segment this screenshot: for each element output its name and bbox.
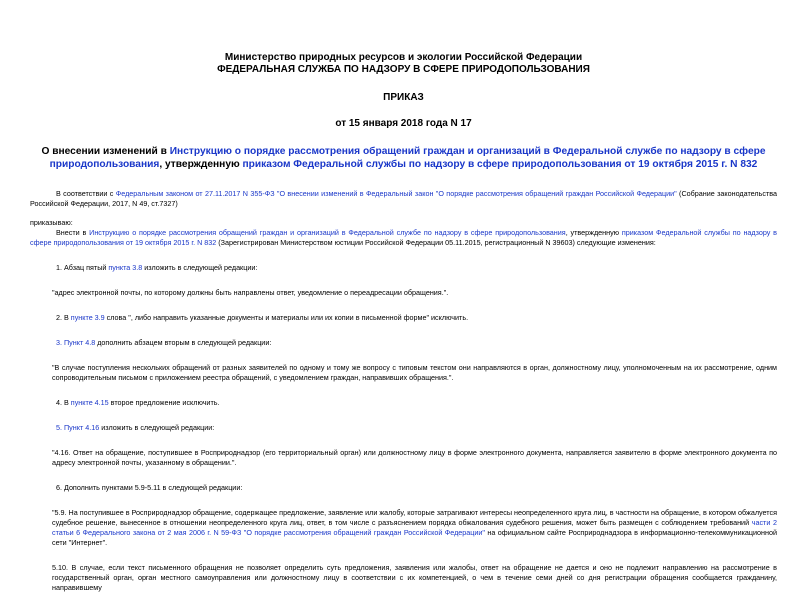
- document-page: [30, 52, 777, 593]
- text: изложить в следующей редакции:: [142, 263, 258, 272]
- link-point-4-15[interactable]: пункте 4.15: [70, 398, 109, 407]
- title-text-1: О внесении изменений в: [41, 146, 170, 157]
- text: В соответствии с: [56, 189, 116, 198]
- title-text-2: , утвержденную: [159, 159, 243, 170]
- text: Внести в: [56, 228, 90, 237]
- text: изложить в следующей редакции:: [99, 423, 215, 432]
- paragraph-preamble: [30, 189, 777, 209]
- quote-5: "4.16. Ответ на обращение, поступившее в Росприроднадзор (его территориальный орган) или должностному лицу в форме электронного документа, направляется заявителю в форме электронного документа по адресу электронной почты, указанному в обращении.".: [52, 448, 777, 467]
- quote-3: "В случае поступления нескольких обращений от разных заявителей по одному и тому же вопросу с типовым текстом они направляются в орган, должностному лицу, уполномоченным на их рассмотрение, одним сопроводительным письмом с приложением реестра обращений, с уведомлением граждан, направивших обращения.".: [52, 363, 777, 382]
- paragraph-order: приказываю:: [30, 218, 73, 227]
- link-federal-law-59[interactable]: части 2 статьи 6 Федерального закона от 2 мая 2006 г. N 59-ФЗ "О порядке рассмотрения обращений граждан Российской Федерации": [52, 518, 777, 537]
- text: "5.9. На поступившее в Росприроднадзор обращение, содержащее предложение, заявление или жалобу, которые затрагивают интересы неопределенного круга лиц, в частности на обращение, в котором обжалуется судебное решение, вынесенное в отношении неопределенного круга лиц, ответ, в том числе с разъяснением порядка обжалования судебного решения, может быть размещен с соблюдением требований: [52, 508, 777, 527]
- title-link-order[interactable]: приказом Федеральной службы по надзору в сфере природопользования от 19 октября 2015 г. N 832: [242, 159, 758, 170]
- text: 2. В: [56, 313, 71, 322]
- link-federal-law-355[interactable]: Федеральным законом от 27.11.2017 N 355-ФЗ "О внесении изменений в Федеральный закон "О порядке рассмотрения обращений граждан Российской Федерации": [115, 189, 677, 198]
- service-name: ФЕДЕРАЛЬНАЯ СЛУЖБА ПО НАДЗОРУ В СФЕРЕ ПРИРОДОПОЛЬЗОВАНИЯ: [217, 64, 590, 75]
- link-point-3-8[interactable]: пункта 3.8: [108, 263, 143, 272]
- text: дополнить абзацем вторым в следующей редакции:: [95, 338, 272, 347]
- quote-6: [30, 508, 777, 548]
- link-point-4-16[interactable]: 5. Пункт 4.16: [56, 423, 100, 432]
- text: , утвержденную: [565, 228, 622, 237]
- item-1: [30, 263, 777, 273]
- link-order-832[interactable]: приказом Федеральной службы по надзору в сфере природопользования от 19 октября 2015 г. N 832: [30, 228, 777, 247]
- text: (Зарегистрирован Министерством юстиции Российской Федерации 05.11.2015, регистрационный N 39603) следующие изменения:: [216, 238, 656, 247]
- ministry-name: Министерство природных ресурсов и экологии Российской Федерации: [224, 52, 583, 63]
- text: (Собрание законодательства Российской Федерации, 2017, N 49, ст.7327): [30, 189, 777, 208]
- item-2: [30, 313, 777, 323]
- item-6: 6. Дополнить пунктами 5.9-5.11 в следующей редакции:: [56, 483, 243, 492]
- link-point-4-8[interactable]: 3. Пункт 4.8: [56, 338, 96, 347]
- text: 4. В: [56, 398, 71, 407]
- document-date: от 15 января 2018 года N 17: [335, 118, 472, 129]
- paragraph-changes: [30, 228, 777, 248]
- item-3: [30, 338, 777, 348]
- text: 1. Абзац пятый: [56, 263, 109, 272]
- document-title: [30, 145, 777, 171]
- item-4: [30, 398, 777, 408]
- link-instruction[interactable]: Инструкцию о порядке рассмотрения обращений граждан и организаций в Федеральной службе по надзору в сфере природопользования: [89, 228, 566, 237]
- item-5: [30, 423, 777, 433]
- document-type: ПРИКАЗ: [383, 92, 424, 103]
- text: на официальном сайте Росприроднадзора в информационно-телекоммуникационной сети "Интернет".: [52, 528, 777, 547]
- quote-1: "адрес электронной почты, по которому должны быть направлены ответ, уведомление о переадресации обращения.".: [52, 288, 449, 297]
- quote-7: 5.10. В случае, если текст письменного обращения не позволяет определить суть предложения, заявления или жалобы, ответ на обращение не дается и оно не подлежит направлению на рассмотрение в государственный орган, орган местного самоуправления или должностному лицу в соответствии с их компетенцией, о чем в течение семи дней со дня регистрации обращения сообщается гражданину, направившему: [52, 563, 777, 592]
- text: слова ", либо направить указанные документы и материалы или их копии в письменной форме" исключить.: [104, 313, 469, 322]
- text: второе предложение исключить.: [108, 398, 220, 407]
- title-link-instruction[interactable]: Инструкцию о порядке рассмотрения обращений граждан и организаций в Федеральной службе по надзору в сфере природопользования: [49, 146, 766, 170]
- link-point-3-9[interactable]: пункте 3.9: [70, 313, 105, 322]
